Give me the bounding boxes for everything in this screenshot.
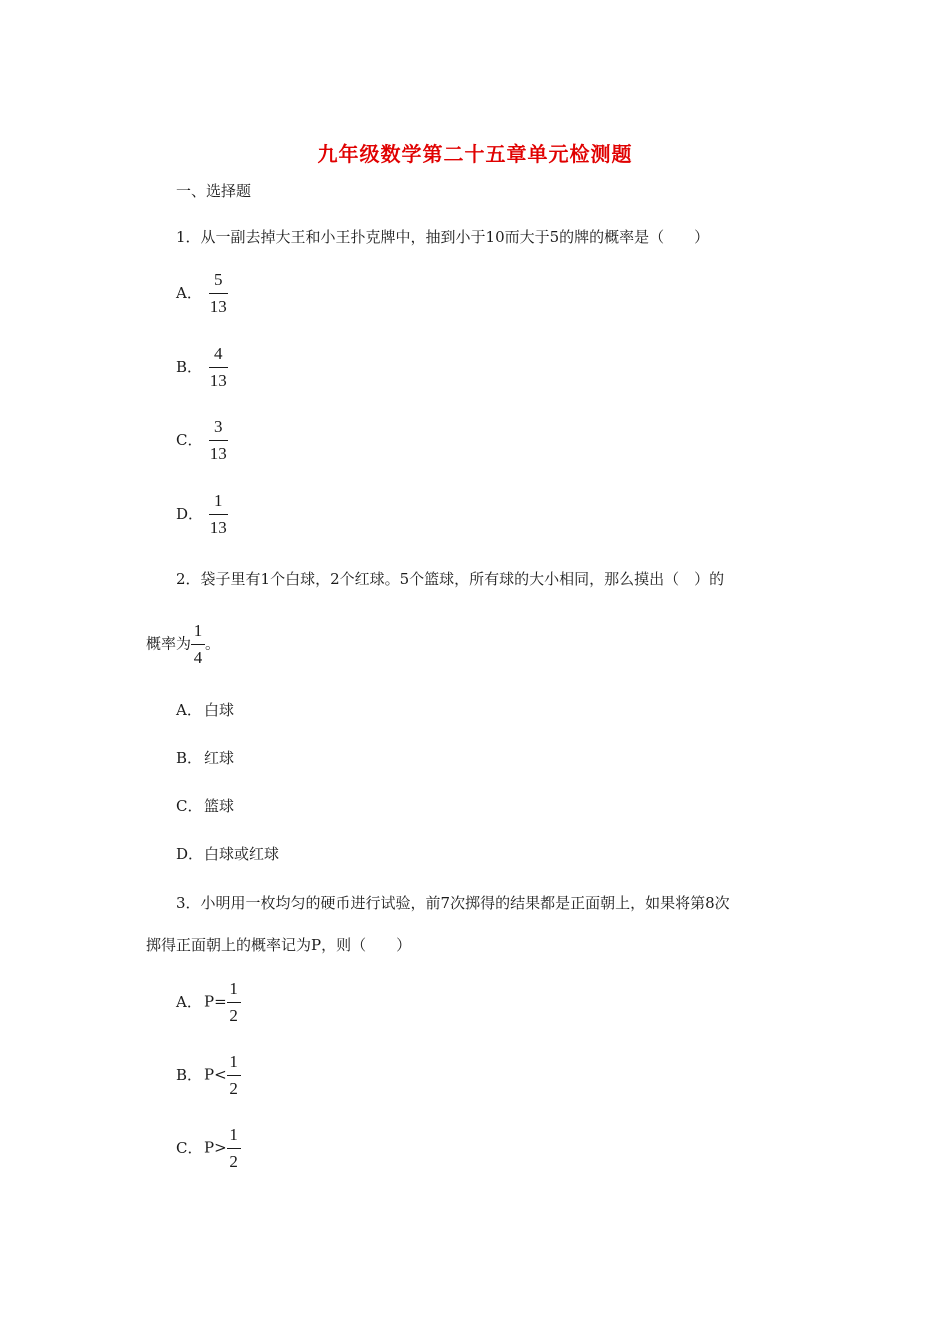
fraction-numerator: 3	[214, 417, 223, 436]
fraction-denominator: 13	[209, 444, 227, 463]
fraction-denominator: 13	[209, 518, 227, 537]
question-1-stem: 1．从一副去掉大王和小王扑克牌中，抽到小于10而大于5的牌的概率是（ ）	[176, 228, 710, 246]
fraction-bar	[191, 644, 205, 645]
option-text: P<	[204, 1065, 227, 1084]
question-1-option-b	[176, 344, 228, 391]
question-3-stem-line-2: 掷得正面朝上的概率记为P，则（ ）	[146, 936, 412, 954]
fraction-bar	[209, 367, 228, 368]
question-2-option-c	[176, 795, 234, 816]
fraction-denominator: 2	[229, 1152, 238, 1171]
question-1-option-d	[176, 491, 228, 538]
fraction-bar	[209, 514, 228, 515]
fraction-denominator: 4	[193, 648, 203, 667]
section-heading: 一、选择题	[176, 182, 252, 200]
option-text: 白球	[204, 701, 235, 719]
fraction-numerator: 1	[193, 621, 203, 640]
fraction-numerator: 4	[214, 344, 223, 363]
fraction-bar	[209, 293, 228, 294]
document-title: 九年级数学第二十五章单元检测题	[317, 142, 633, 166]
fraction	[191, 621, 205, 668]
question-2-stem-line-2	[146, 621, 220, 668]
question-1-option-c	[176, 417, 228, 464]
question-3-option-c	[176, 1125, 241, 1172]
question-2-option-a	[176, 699, 234, 720]
option-label: C．	[176, 430, 203, 449]
fraction-denominator: 2	[229, 1006, 238, 1025]
option-text: P>	[204, 1138, 227, 1157]
fraction-numerator: 1	[229, 979, 238, 998]
stem-suffix: 。	[205, 634, 221, 653]
fraction-numerator: 1	[214, 491, 223, 510]
question-1-option-a	[176, 270, 228, 317]
stem-prefix: 概率为	[146, 634, 192, 653]
fraction-denominator: 2	[229, 1079, 238, 1098]
fraction-bar	[227, 1148, 241, 1149]
option-label: A．	[176, 701, 202, 719]
fraction	[227, 1125, 241, 1172]
question-2-option-d	[176, 843, 279, 864]
fraction	[227, 979, 241, 1026]
fraction	[209, 417, 228, 464]
option-label: A．	[176, 992, 202, 1011]
fraction-bar	[227, 1002, 241, 1003]
fraction-bar	[209, 440, 228, 441]
question-3-stem-line-1: 3．小明用一枚均匀的硬币进行试验，前7次掷得的结果都是正面朝上，如果将第8次	[176, 894, 730, 912]
option-label: C．	[176, 797, 203, 815]
option-label: B．	[176, 1065, 203, 1084]
option-label: B．	[176, 357, 203, 376]
option-text: 篮球	[204, 797, 235, 815]
option-text: 红球	[204, 749, 235, 767]
fraction-bar	[227, 1075, 241, 1076]
fraction-numerator: 1	[229, 1052, 238, 1071]
question-2-stem-line-1: 2．袋子里有1个白球，2个红球。5个篮球，所有球的大小相同，那么摸出（ ）的	[176, 570, 725, 588]
question-2-option-b	[176, 747, 234, 768]
option-label: A．	[176, 283, 202, 302]
fraction-numerator: 5	[214, 270, 223, 289]
option-label: D．	[176, 845, 204, 863]
question-3-option-a	[176, 979, 241, 1026]
fraction	[227, 1052, 241, 1099]
question-3-option-b	[176, 1052, 241, 1099]
option-label: B．	[176, 749, 203, 767]
fraction	[209, 270, 228, 317]
option-text: 白球或红球	[204, 845, 280, 863]
option-label: D．	[176, 504, 204, 523]
fraction-numerator: 1	[229, 1125, 238, 1144]
fraction	[209, 491, 228, 538]
fraction-denominator: 13	[209, 297, 227, 316]
option-text: P=	[204, 992, 227, 1011]
option-label: C．	[176, 1138, 203, 1157]
fraction-denominator: 13	[209, 371, 227, 390]
fraction	[209, 344, 228, 391]
